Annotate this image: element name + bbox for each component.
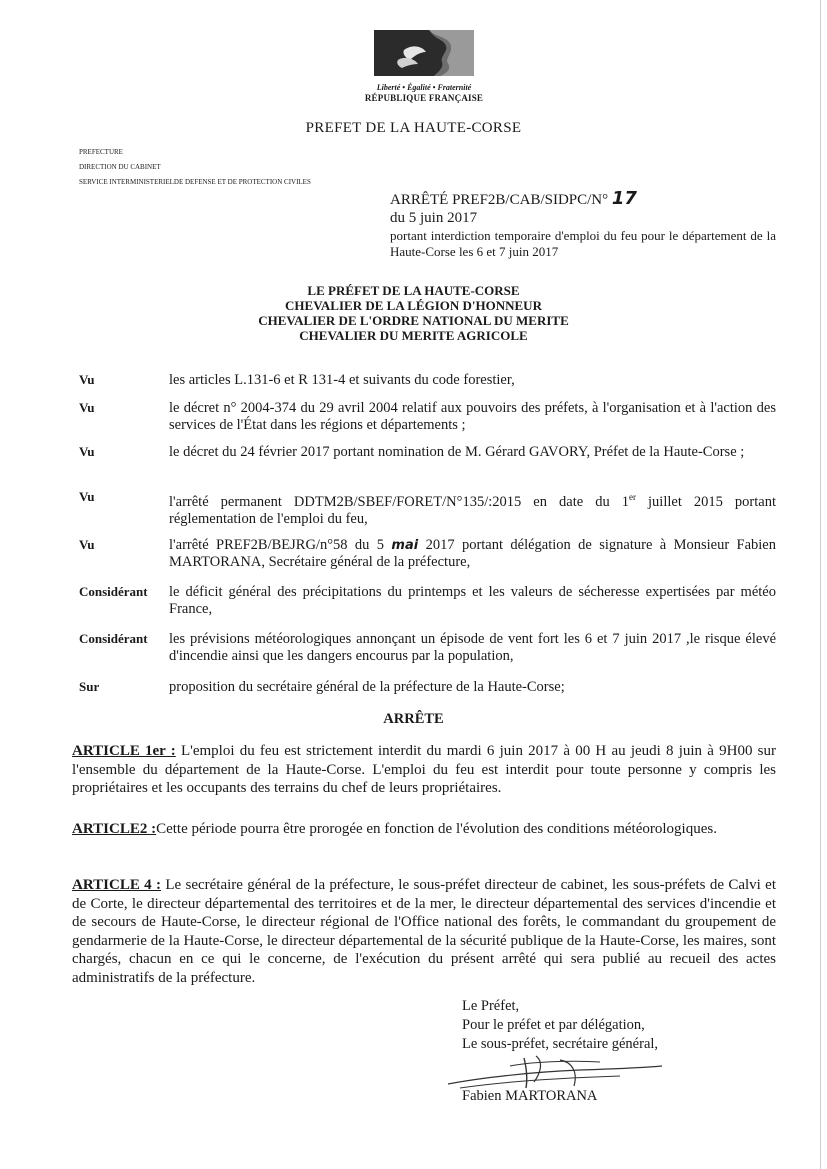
title-line-agricole: CHEVALIER DU MERITE AGRICOLE: [299, 328, 528, 343]
decree-number: [390, 188, 776, 209]
consideration-text-part: 2017 portant délégation de signature à Monsieur Fabien MARTORANA, Secrétaire général de la préfecture,: [169, 537, 776, 570]
arrete-heading: ARRÊTE: [383, 711, 444, 727]
consideration-text-part: l'arrêté permanent DDTM2B/SBEF/FORET/N°135/:2015 en date du 1: [169, 493, 629, 510]
signature-line: Le sous-préfet, secrétaire général,: [462, 1036, 659, 1052]
republic-motto: Liberté • Égalité • Fraternité: [376, 83, 472, 92]
page-edge-line: [820, 0, 821, 1169]
consideration-text: le décret n° 2004-374 du 29 avril 2004 relatif aux pouvoirs des préfets, à l'organisation et à l'action des services de l'État dans les régions et départements ;: [169, 400, 776, 433]
admin-line-cabinet: DIRECTION DU CABINET: [79, 163, 161, 171]
decree-date: du 5 juin 2017: [390, 210, 478, 226]
consideration-keyword: Vu: [79, 537, 95, 552]
admin-line-prefecture: PREFECTURE: [79, 148, 123, 156]
article-text: Cette période pourra être prorogée en fonction de l'évolution des conditions météorologiques.: [156, 821, 717, 837]
consideration-text: [169, 489, 776, 528]
consideration-keyword: Vu: [79, 372, 95, 387]
article-1: [72, 742, 776, 798]
signature-line: Pour le préfet et par délégation,: [462, 1017, 645, 1033]
consideration-text: les articles L.131-6 et R 131-4 et suivants du code forestier,: [169, 372, 515, 388]
article-text: Le secrétaire général de la préfecture, le sous-préfet directeur de cabinet, les sous-préfets de Calvi et de Corte, le directeur départemental des territoires et de la mer, le directeur départemental des services d'incendie et de secours de Haute-Corse, le directeur régional de l'Office national des forêts, le commandant du groupement de gendarmerie de la Haute-Corse, le directeur départemental de la sécurité publique de la Haute-Corse, les maires, sont chargés, chacun en ce qui le concerne, de l'exécution du présent arrêté qui sera publié au recueil des actes administratifs de la préfecture.: [72, 877, 776, 986]
decree-number-prefix: ARRÊTÉ PREF2B/CAB/SIDPC/N°: [390, 192, 609, 208]
consideration-keyword: Vu: [79, 400, 95, 415]
consideration-text: le déficit général des précipitations du printemps et les valeurs de sécheresse expertisées par météo France,: [169, 584, 776, 617]
admin-line-service: SERVICE INTERMINISTERIELDE DEFENSE ET DE PROTECTION CIVILES: [79, 178, 311, 186]
decree-object: portant interdiction temporaire d'emploi du feu pour le département de la Haute-Corse les 6 et 7 juin 2017: [390, 228, 776, 259]
title-line-prefet: LE PRÉFET DE LA HAUTE-CORSE: [307, 283, 520, 298]
consideration-keyword: Vu: [79, 444, 95, 459]
consideration-text: le décret du 24 février 2017 portant nomination de M. Gérard GAVORY, Préfet de la Haute-Corse ;: [169, 444, 745, 460]
republic-name: RÉPUBLIQUE FRANÇAISE: [364, 93, 484, 103]
consideration-keyword: Considérant: [79, 631, 148, 646]
handwritten-month: mai: [391, 538, 419, 553]
article-label: ARTICLE2 :: [72, 821, 157, 837]
marianne-logo-icon: [374, 30, 474, 76]
signer-name: Fabien MARTORANA: [462, 1088, 598, 1104]
superscript-er: er: [628, 492, 636, 502]
consideration-text-part: juillet 2015 portant réglementation de l'emploi du feu,: [169, 493, 776, 527]
signature-line: Le Préfet,: [462, 998, 520, 1014]
consideration-keyword: Sur: [79, 679, 100, 694]
article-label: ARTICLE 4 :: [72, 877, 161, 893]
consideration-keyword: Considérant: [79, 584, 148, 599]
signature-block: [462, 997, 658, 1054]
article-text: L'emploi du feu est strictement interdit du mardi 6 juin 2017 à 00 H au jeudi 8 juin à 9H00 sur l'ensemble du département de la Haute-Corse. L'emploi du feu est interdit pour toute personne y compris les propriétaires et les occupants des terrains du chef de leurs propriétaires.: [72, 743, 776, 796]
prefet-titles: [0, 283, 827, 343]
title-line-legion: CHEVALIER DE LA LÉGION D'HONNEUR: [285, 298, 542, 313]
prefet-title: PREFET DE LA HAUTE-CORSE: [305, 120, 522, 136]
consideration-keyword: Vu: [79, 489, 95, 504]
marianne-logo-block: [364, 30, 484, 103]
consideration-text: proposition du secrétaire général de la préfecture de la Haute-Corse;: [169, 679, 565, 695]
article-4: [72, 876, 776, 987]
handwritten-signature-icon: [440, 1052, 670, 1092]
consideration-text: les prévisions météorologiques annonçant un épisode de vent fort les 6 et 7 juin 2017 ,le risque élevé d'incendie ainsi que les dangers encourus par la population,: [169, 631, 776, 664]
article-label: ARTICLE 1er :: [72, 743, 176, 759]
consideration-text-part: l'arrêté PREF2B/BEJRG/n°58 du 5: [169, 537, 392, 553]
decree-number-handwritten: 17: [611, 188, 637, 209]
admin-block: [79, 145, 311, 190]
consideration-text: [169, 537, 776, 571]
title-line-ordre: CHEVALIER DE L'ORDRE NATIONAL DU MERITE: [258, 313, 569, 328]
article-2: [72, 820, 776, 839]
decree-reference: [390, 188, 776, 260]
